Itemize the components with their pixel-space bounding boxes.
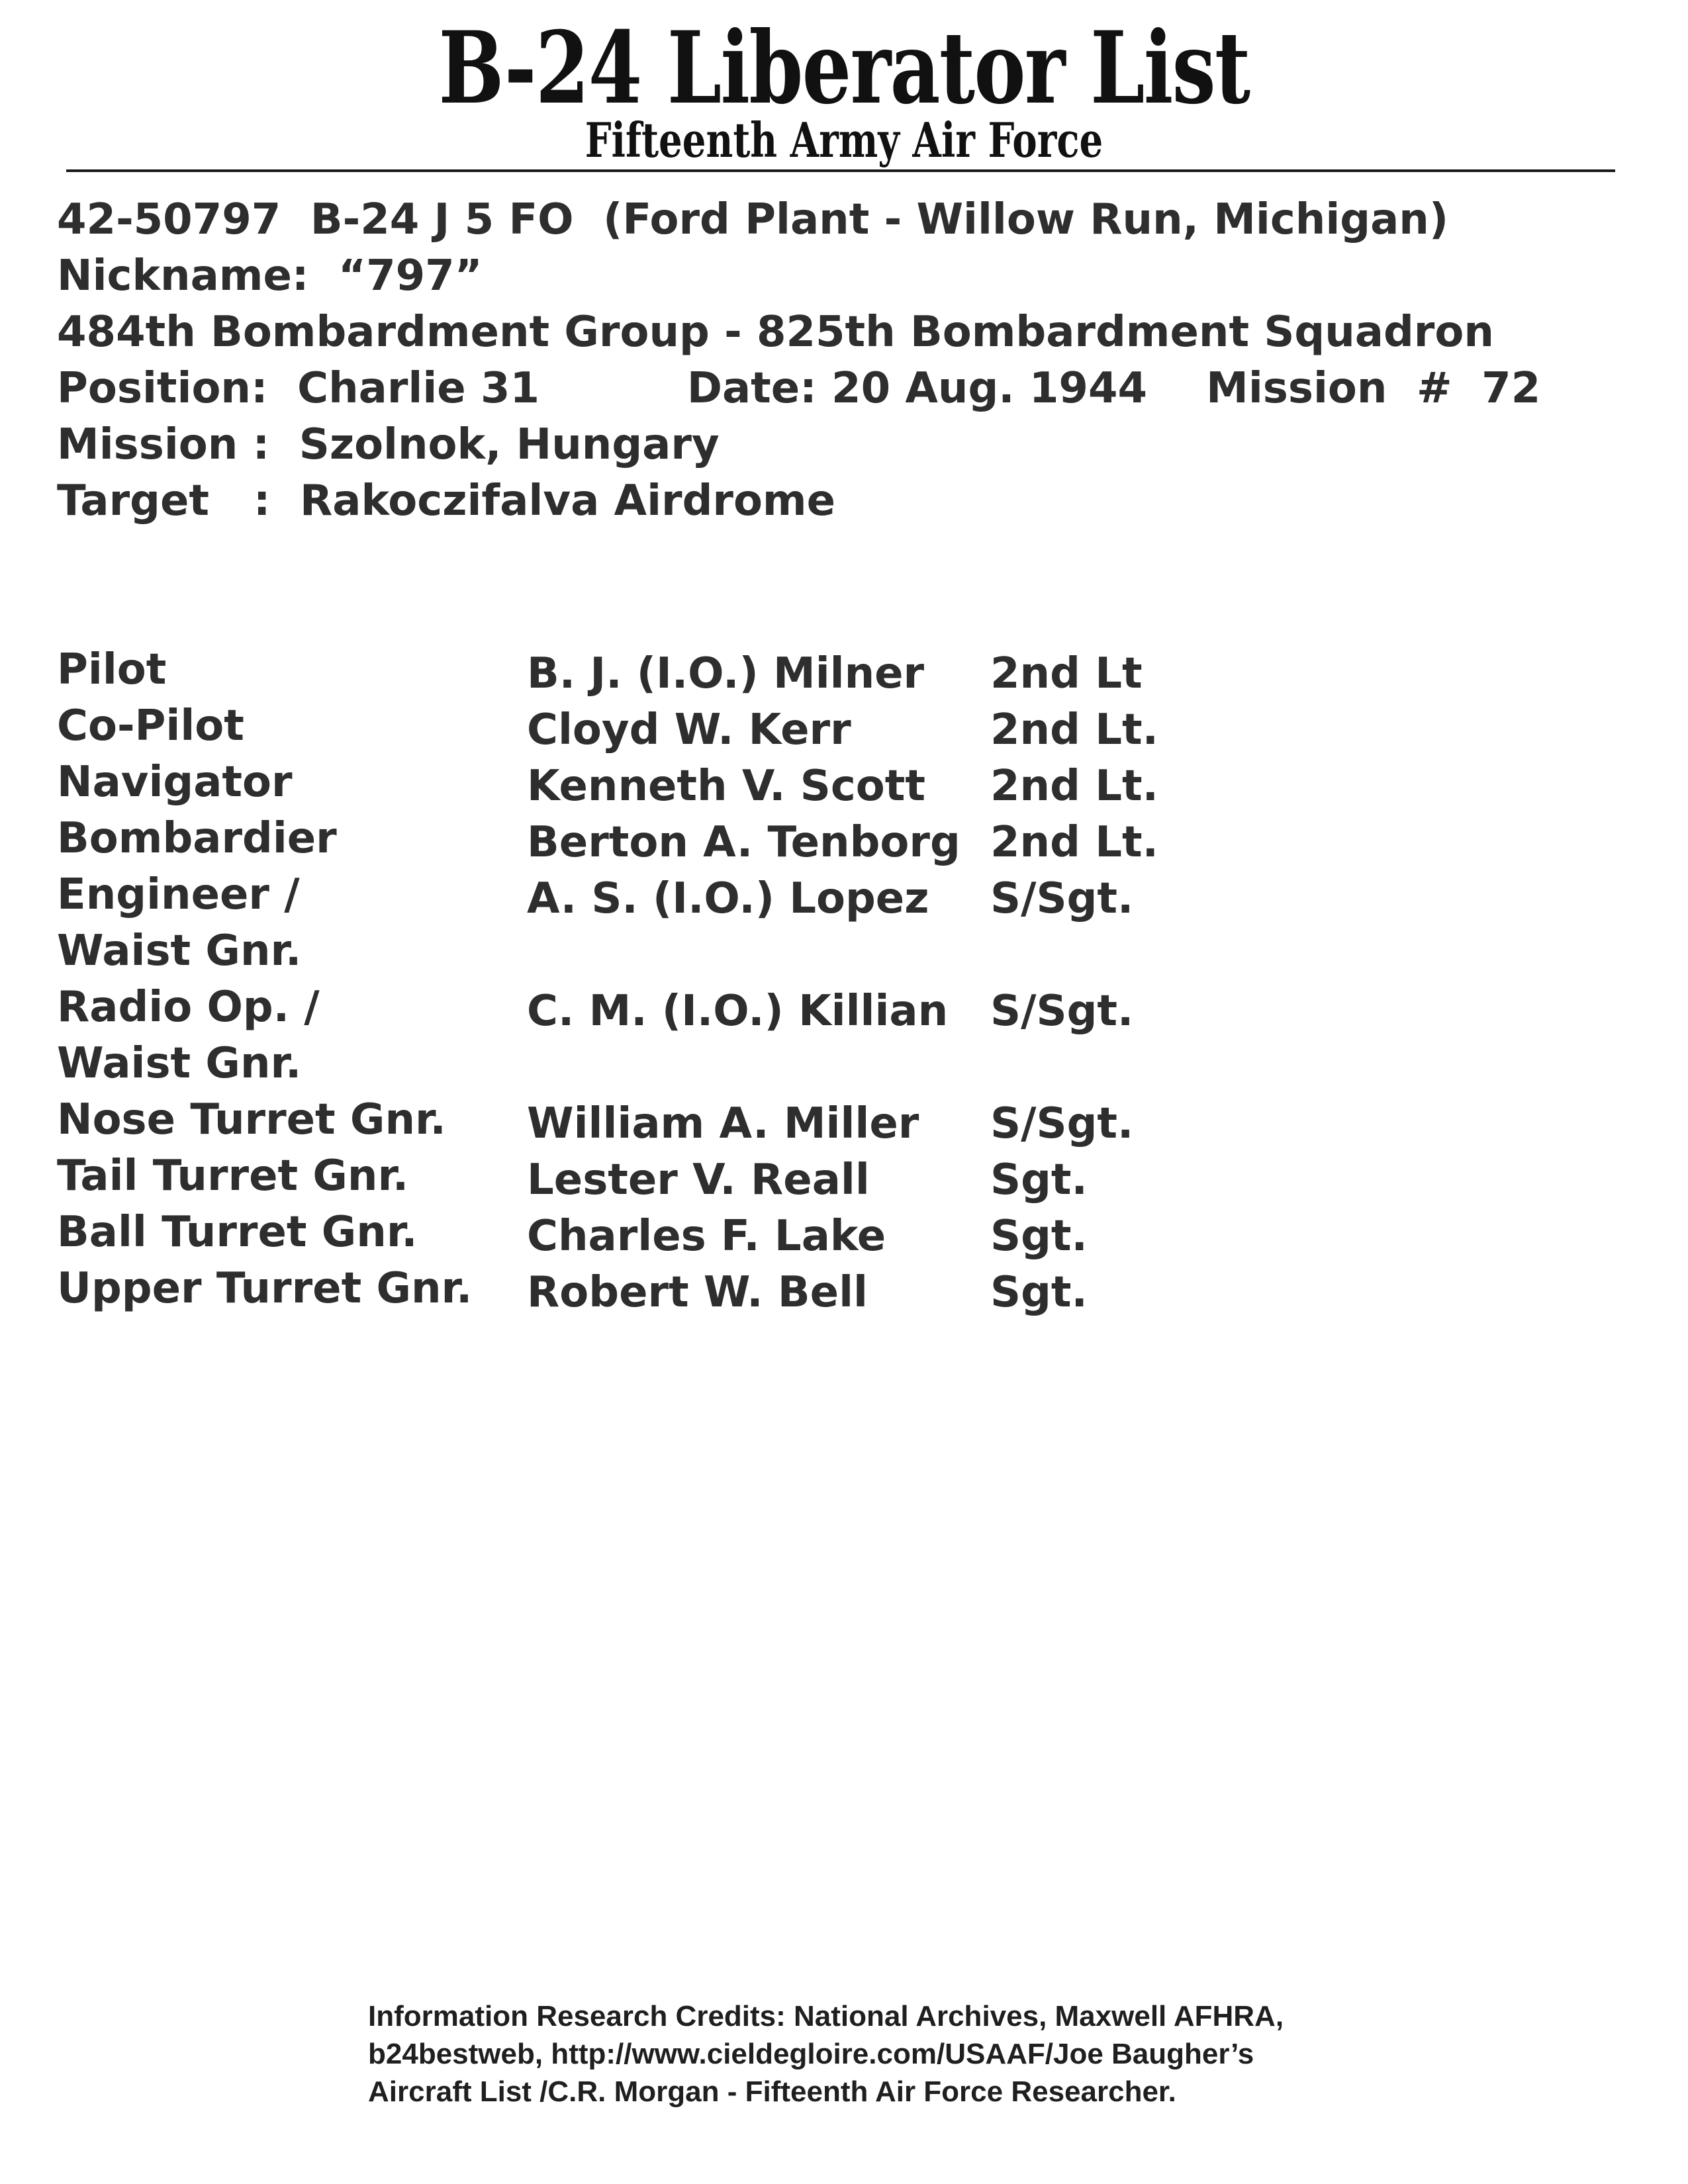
aircraft-mission-line: Mission : Szolnok, Hungary: [57, 420, 720, 469]
crew-row: [57, 811, 1579, 867]
aircraft-serial-line: 42-50797 B-24 J 5 FO (Ford Plant - Willow Run, Michigan): [57, 195, 1449, 244]
crew-row: [57, 1261, 1579, 1317]
crew-row: [57, 1148, 1579, 1205]
crew-name: Berton A. Tenborg: [527, 818, 961, 867]
page-subtitle: Fifteenth Army Air Force: [585, 112, 1103, 168]
crew-row: [57, 698, 1579, 754]
crew-rank: 2nd Lt: [990, 649, 1143, 698]
crew-rank: 2nd Lt.: [990, 762, 1158, 811]
crew-position: Nose Turret Gnr.: [57, 1095, 446, 1144]
credits-line: b24bestweb, http://www.cieldegloire.com/USAAF/Joe Baugher’s: [368, 2038, 1254, 2070]
crew-rank: S/Sgt.: [990, 1099, 1134, 1148]
crew-position: Navigator: [57, 758, 293, 807]
crew-row: [57, 867, 1579, 979]
crew-rank: Sgt.: [990, 1268, 1088, 1317]
aircraft-details: [57, 192, 1579, 529]
crew-position: Co-Pilot: [57, 702, 244, 751]
aircraft-nickname-line: Nickname: “797”: [57, 251, 483, 300]
crew-rank: S/Sgt.: [990, 874, 1134, 923]
crew-name: Robert W. Bell: [527, 1268, 868, 1317]
crew-rank: Sgt.: [990, 1156, 1088, 1205]
crew-position: Radio Op. / Waist Gnr.: [57, 983, 320, 1088]
crew-position: Bombardier: [57, 814, 337, 863]
credits-line: Information Research Credits: National Archives, Maxwell AFHRA,: [368, 2000, 1284, 2032]
crew-name: Lester V. Reall: [527, 1156, 870, 1205]
crew-name: William A. Miller: [527, 1099, 919, 1148]
crew-row: [57, 1092, 1579, 1148]
aircraft-target-line: Target : Rakoczifalva Airdrome: [57, 477, 835, 525]
crew-name: Cloyd W. Kerr: [527, 705, 851, 754]
crew-position: Engineer / Waist Gnr.: [57, 870, 302, 976]
crew-list: [57, 642, 1579, 1317]
page-title: B-24 Liberator List: [438, 10, 1250, 126]
crew-position: Ball Turret Gnr.: [57, 1208, 418, 1257]
crew-row: [57, 754, 1579, 811]
title-divider: [66, 169, 1615, 172]
crew-rank: 2nd Lt.: [990, 705, 1158, 754]
crew-name: Kenneth V. Scott: [527, 762, 925, 811]
aircraft-unit-line: 484th Bombardment Group - 825th Bombardment Squadron: [57, 308, 1494, 357]
crew-rank: Sgt.: [990, 1212, 1088, 1261]
crew-row: [57, 1205, 1579, 1261]
crew-rank: 2nd Lt.: [990, 818, 1158, 867]
crew-rank: S/Sgt.: [990, 987, 1134, 1036]
crew-name: C. M. (I.O.) Killian: [527, 987, 949, 1036]
crew-row: [57, 642, 1579, 698]
crew-position: Pilot: [57, 645, 167, 694]
crew-name: B. J. (I.O.) Milner: [527, 649, 925, 698]
crew-name: Charles F. Lake: [527, 1212, 886, 1261]
crew-row: [57, 979, 1579, 1092]
research-credits: [368, 1997, 1493, 2111]
aircraft-position-date-line: Position: Charlie 31 Date: 20 Aug. 1944 Mission # 72: [57, 364, 1541, 413]
crew-position: Upper Turret Gnr.: [57, 1264, 473, 1313]
credits-line: Aircraft List /C.R. Morgan - Fifteenth Air Force Researcher.: [368, 2075, 1176, 2108]
crew-position: Tail Turret Gnr.: [57, 1152, 409, 1201]
crew-name: A. S. (I.O.) Lopez: [527, 874, 929, 923]
